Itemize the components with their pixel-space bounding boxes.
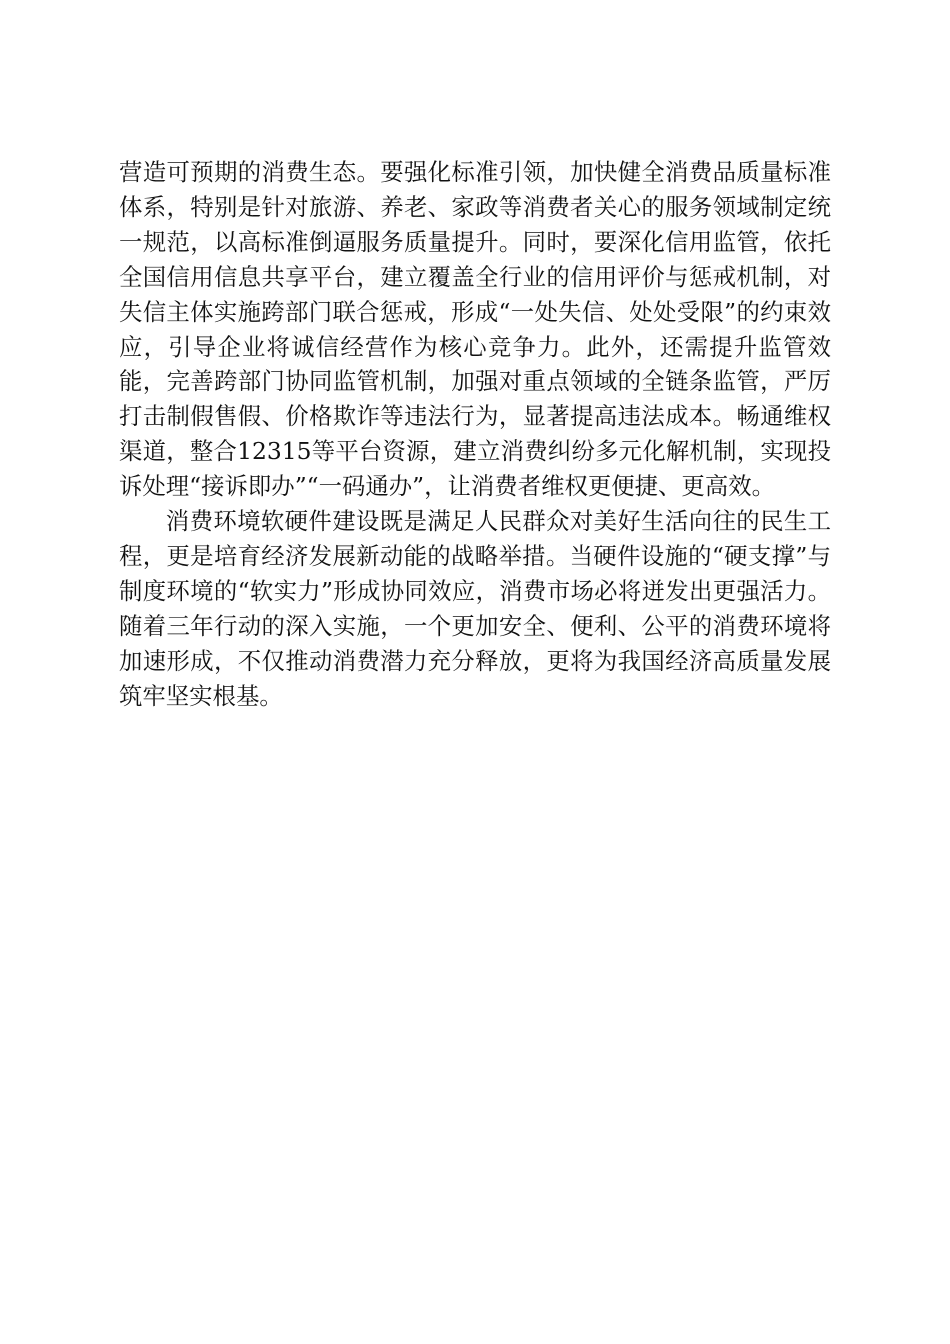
document-body	[119, 155, 831, 714]
paragraph-conclusion: 消费环境软硬件建设既是满足人民群众对美好生活向往的民生工程，更是培育经济发展新动能的战略举措。当硬件设施的“硬支撑”与制度环境的“软实力”形成协同效应，消费市场必将迸发出更强活力。随着三年行动的深入实施，一个更加安全、便利、公平的消费环境将加速形成，不仅推动消费潜力充分释放，更将为我国经济高质量发展筑牢坚实根基。	[119, 507, 831, 710]
paragraph-continued: 营造可预期的消费生态。要强化标准引领，加快健全消费品质量标准体系，特别是针对旅游、养老、家政等消费者关心的服务领域制定统一规范，以高标准倒逼服务质量提升。同时，要深化信用监管，依托全国信用信息共享平台，建立覆盖全行业的信用评价与惩戒机制，对失信主体实施跨部门联合惩戒，形成“一处失信、处处受限”的约束效应，引导企业将诚信经营作为核心竞争力。此外，还需提升监管效能，完善跨部门协同监管机制，加强对重点领域的全链条监管，严厉打击制假售假、价格欺诈等违法行为，显著提高违法成本。畅通维权渠道，整合12315等平台资源，建立消费纠纷多元化解机制，实现投诉处理“接诉即办”“一码通办”，让消费者维权更便捷、更高效。	[119, 158, 831, 501]
